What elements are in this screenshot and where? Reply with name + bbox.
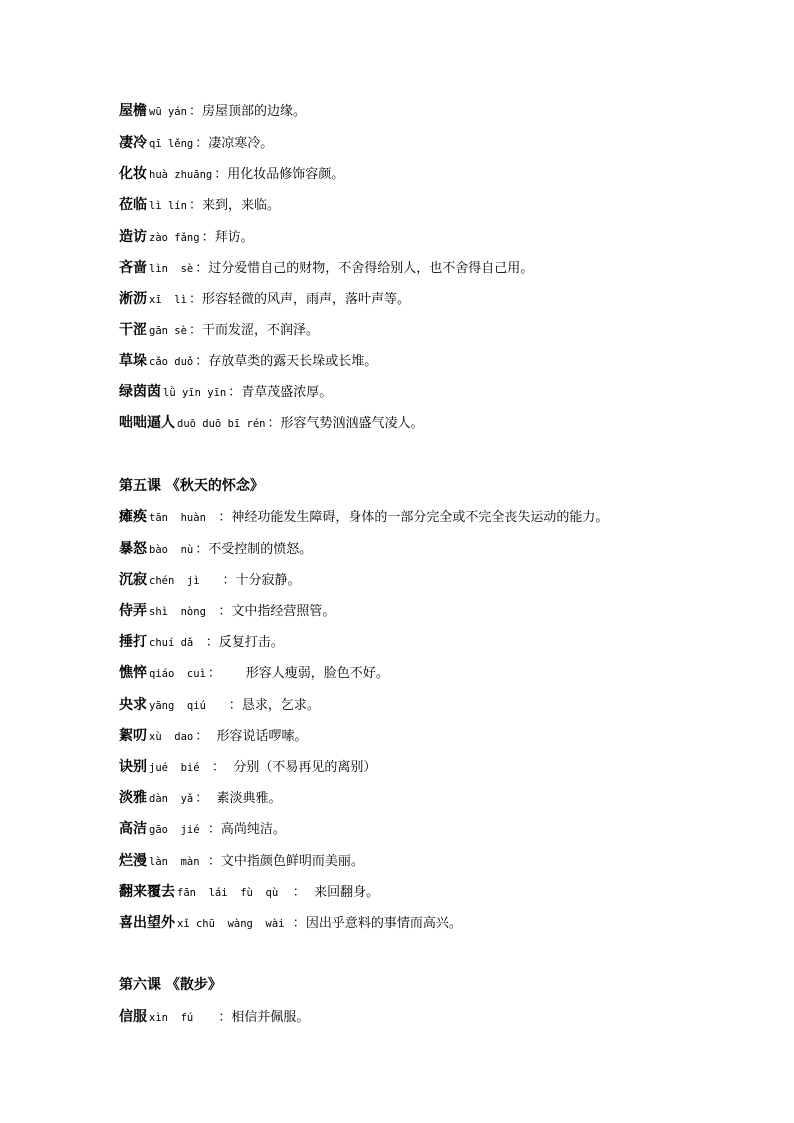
vocab-pinyin: shì nòng [149, 606, 213, 618]
vocab-definition: 拜访。 [214, 230, 254, 245]
vocab-entry [119, 818, 286, 840]
vocab-pinyin: yāng qiú [149, 700, 219, 712]
vocab-entry [119, 226, 254, 248]
vocab-pinyin: fān lái fù qù [177, 887, 291, 899]
vocab-definition: 文中指颜色鲜明而美丽。 [220, 854, 364, 869]
vocab-definition: 形容人瘦弱，脸色不好。 [245, 666, 389, 681]
vocab-definition: 不受控制的愤怒。 [208, 542, 313, 557]
vocab-entry [119, 350, 377, 372]
vocab-word: 草垛 [119, 353, 147, 369]
vocab-word: 高洁 [119, 821, 147, 837]
vocab-word: 淅沥 [119, 291, 147, 307]
vocab-word: 烂漫 [119, 853, 147, 869]
vocab-entry [119, 506, 608, 528]
vocab-word: 暴怒 [119, 541, 147, 557]
lesson-heading: 第六课 《散步》 [119, 977, 222, 993]
vocab-separator: ： [207, 760, 234, 775]
vocab-entry [119, 1006, 309, 1028]
vocab-separator: ： [188, 292, 202, 307]
vocab-entry [119, 100, 306, 122]
vocab-word: 咄咄逼人 [119, 415, 175, 431]
vocab-word: 央求 [119, 697, 147, 713]
vocab-separator: ： [195, 542, 209, 557]
vocab-pinyin: cǎo duǒ [149, 356, 194, 368]
vocab-separator: ： [267, 416, 281, 431]
vocab-entry [119, 381, 332, 403]
vocab-definition: 形容说话啰嗦。 [216, 729, 308, 744]
vocab-separator: ： [201, 230, 215, 245]
vocab-definition: 用化妆品修饰容颜。 [227, 167, 345, 182]
vocab-word: 吝啬 [119, 260, 147, 276]
vocab-pinyin: gāo jié [149, 824, 206, 836]
vocab-entry [119, 631, 284, 653]
vocab-entry [119, 787, 282, 809]
vocab-separator: ： [214, 604, 232, 619]
vocab-entry [119, 912, 462, 934]
vocab-pinyin: duō duō bī rén [177, 418, 266, 430]
vocab-pinyin: jué bié [149, 762, 206, 774]
vocab-word: 绿茵茵 [119, 384, 161, 400]
vocab-entry [119, 569, 301, 591]
vocab-definition: 青草茂盛浓厚。 [241, 385, 333, 400]
vocab-pinyin: zào fǎng [149, 232, 200, 244]
vocab-entry [119, 163, 344, 185]
vocab-entry [119, 850, 364, 872]
vocab-pinyin: dàn yǎ [149, 793, 194, 805]
vocab-definition: 分别（不易再见的离别） [233, 760, 377, 775]
vocab-pinyin: huà zhuāng [149, 169, 213, 181]
vocab-definition: 反复打击。 [218, 635, 284, 650]
vocab-pinyin: xǐ chū wàng wài [177, 918, 291, 930]
vocab-definition: 因出乎意料的事情而高兴。 [305, 916, 462, 931]
vocab-separator: ： [188, 198, 202, 213]
vocab-separator: ： [292, 916, 306, 931]
vocab-pinyin: qī lěng [149, 138, 194, 150]
vocab-pinyin: xī lì [149, 294, 187, 306]
vocab-separator: ： [214, 167, 228, 182]
vocab-word: 造访 [119, 229, 147, 245]
vocab-separator: ： [188, 323, 202, 338]
vocab-entry [119, 694, 320, 716]
vocab-definition: 过分爱惜自己的财物，不舍得给别人，也不舍得自己用。 [208, 261, 534, 276]
vocab-definition: 凄凉寒冷。 [208, 136, 274, 151]
vocab-definition: 形容气势汹汹盛气凌人。 [280, 416, 424, 431]
vocab-separator: ： [195, 136, 209, 151]
vocab-separator: ： [207, 822, 221, 837]
vocab-separator: ： [207, 854, 221, 869]
vocab-word: 屋檐 [119, 103, 147, 119]
vocab-definition: 恳求，乞求。 [241, 698, 320, 713]
vocab-definition: 文中指经营照管。 [231, 604, 336, 619]
vocab-entry [119, 319, 319, 341]
vocab-pinyin: lìn sè [149, 263, 194, 275]
vocab-definition: 来回翻身。 [314, 885, 380, 900]
vocab-word: 憔悴 [119, 665, 147, 681]
vocab-entry [119, 412, 424, 434]
vocab-definition: 干而发涩，不润泽。 [201, 323, 319, 338]
vocab-entry [119, 600, 335, 622]
vocab-entry [119, 288, 410, 310]
vocab-word: 絮叨 [119, 728, 147, 744]
vocab-entry [119, 257, 533, 279]
lesson-heading: 第五课 《秋天的怀念》 [119, 478, 264, 494]
vocab-pinyin: bào nù [149, 544, 194, 556]
vocab-definition: 神经功能发生障碍，身体的一部分完全或不完全丧失运动的能力。 [231, 510, 609, 525]
vocab-definition: 素淡典雅。 [216, 791, 282, 806]
vocab-entry [119, 756, 376, 778]
vocab-entry [119, 132, 273, 154]
vocab-entry [119, 662, 389, 684]
vocab-word: 凄冷 [119, 135, 147, 151]
vocab-word: 化妆 [119, 166, 147, 182]
vocab-definition: 高尚纯洁。 [220, 822, 286, 837]
vocab-pinyin: chuí dǎ [149, 637, 200, 649]
vocab-word: 侍弄 [119, 603, 147, 619]
vocab-pinyin: tān huàn [149, 512, 213, 524]
vocab-pinyin: gān sè [149, 325, 187, 337]
vocab-separator: ： [195, 791, 217, 806]
vocab-pinyin: xìn fú [149, 1012, 213, 1024]
vocab-word: 翻来覆去 [119, 884, 175, 900]
vocab-word: 信服 [119, 1009, 147, 1025]
vocab-separator: ： [214, 573, 236, 588]
vocab-definition: 来到，来临。 [201, 198, 280, 213]
vocab-separator: ： [292, 885, 315, 900]
vocab-separator: ： [195, 354, 209, 369]
vocab-entry [119, 538, 312, 560]
vocab-separator: ： [188, 104, 202, 119]
vocab-pinyin: làn màn [149, 856, 206, 868]
vocab-pinyin: lǜ yīn yīn [163, 387, 227, 399]
vocab-entry [119, 725, 308, 747]
vocab-pinyin: xù dao [149, 731, 194, 743]
vocab-word: 沉寂 [119, 572, 147, 588]
vocab-entry [119, 881, 379, 903]
vocab-separator: ： [214, 510, 232, 525]
vocab-word: 干涩 [119, 322, 147, 338]
vocab-word: 捶打 [119, 634, 147, 650]
vocab-word: 瘫痪 [119, 509, 147, 525]
vocab-entry [119, 194, 280, 216]
vocab-word: 喜出望外 [119, 915, 175, 931]
vocab-word: 淡雅 [119, 790, 147, 806]
vocab-definition: 形容轻微的风声，雨声，落叶声等。 [201, 292, 410, 307]
vocab-definition: 房屋顶部的边缘。 [201, 104, 306, 119]
vocab-separator: ： [214, 1010, 232, 1025]
vocab-pinyin: qiáo cuì [149, 668, 206, 680]
vocab-definition: 相信并佩服。 [231, 1010, 310, 1025]
vocab-separator: ： [207, 666, 246, 681]
vocab-pinyin: wū yán [149, 106, 187, 118]
vocab-separator: ： [195, 729, 217, 744]
vocab-definition: 十分寂静。 [235, 573, 301, 588]
vocab-definition: 存放草类的露天长垛或长堆。 [208, 354, 378, 369]
vocab-pinyin: chén jì [149, 575, 213, 587]
vocab-pinyin: lì lín [149, 200, 187, 212]
vocab-separator: ： [201, 635, 219, 650]
vocab-separator: ： [195, 261, 209, 276]
vocab-word: 莅临 [119, 197, 147, 213]
vocab-word: 诀别 [119, 759, 147, 775]
vocab-separator: ： [220, 698, 242, 713]
vocab-separator: ： [228, 385, 242, 400]
